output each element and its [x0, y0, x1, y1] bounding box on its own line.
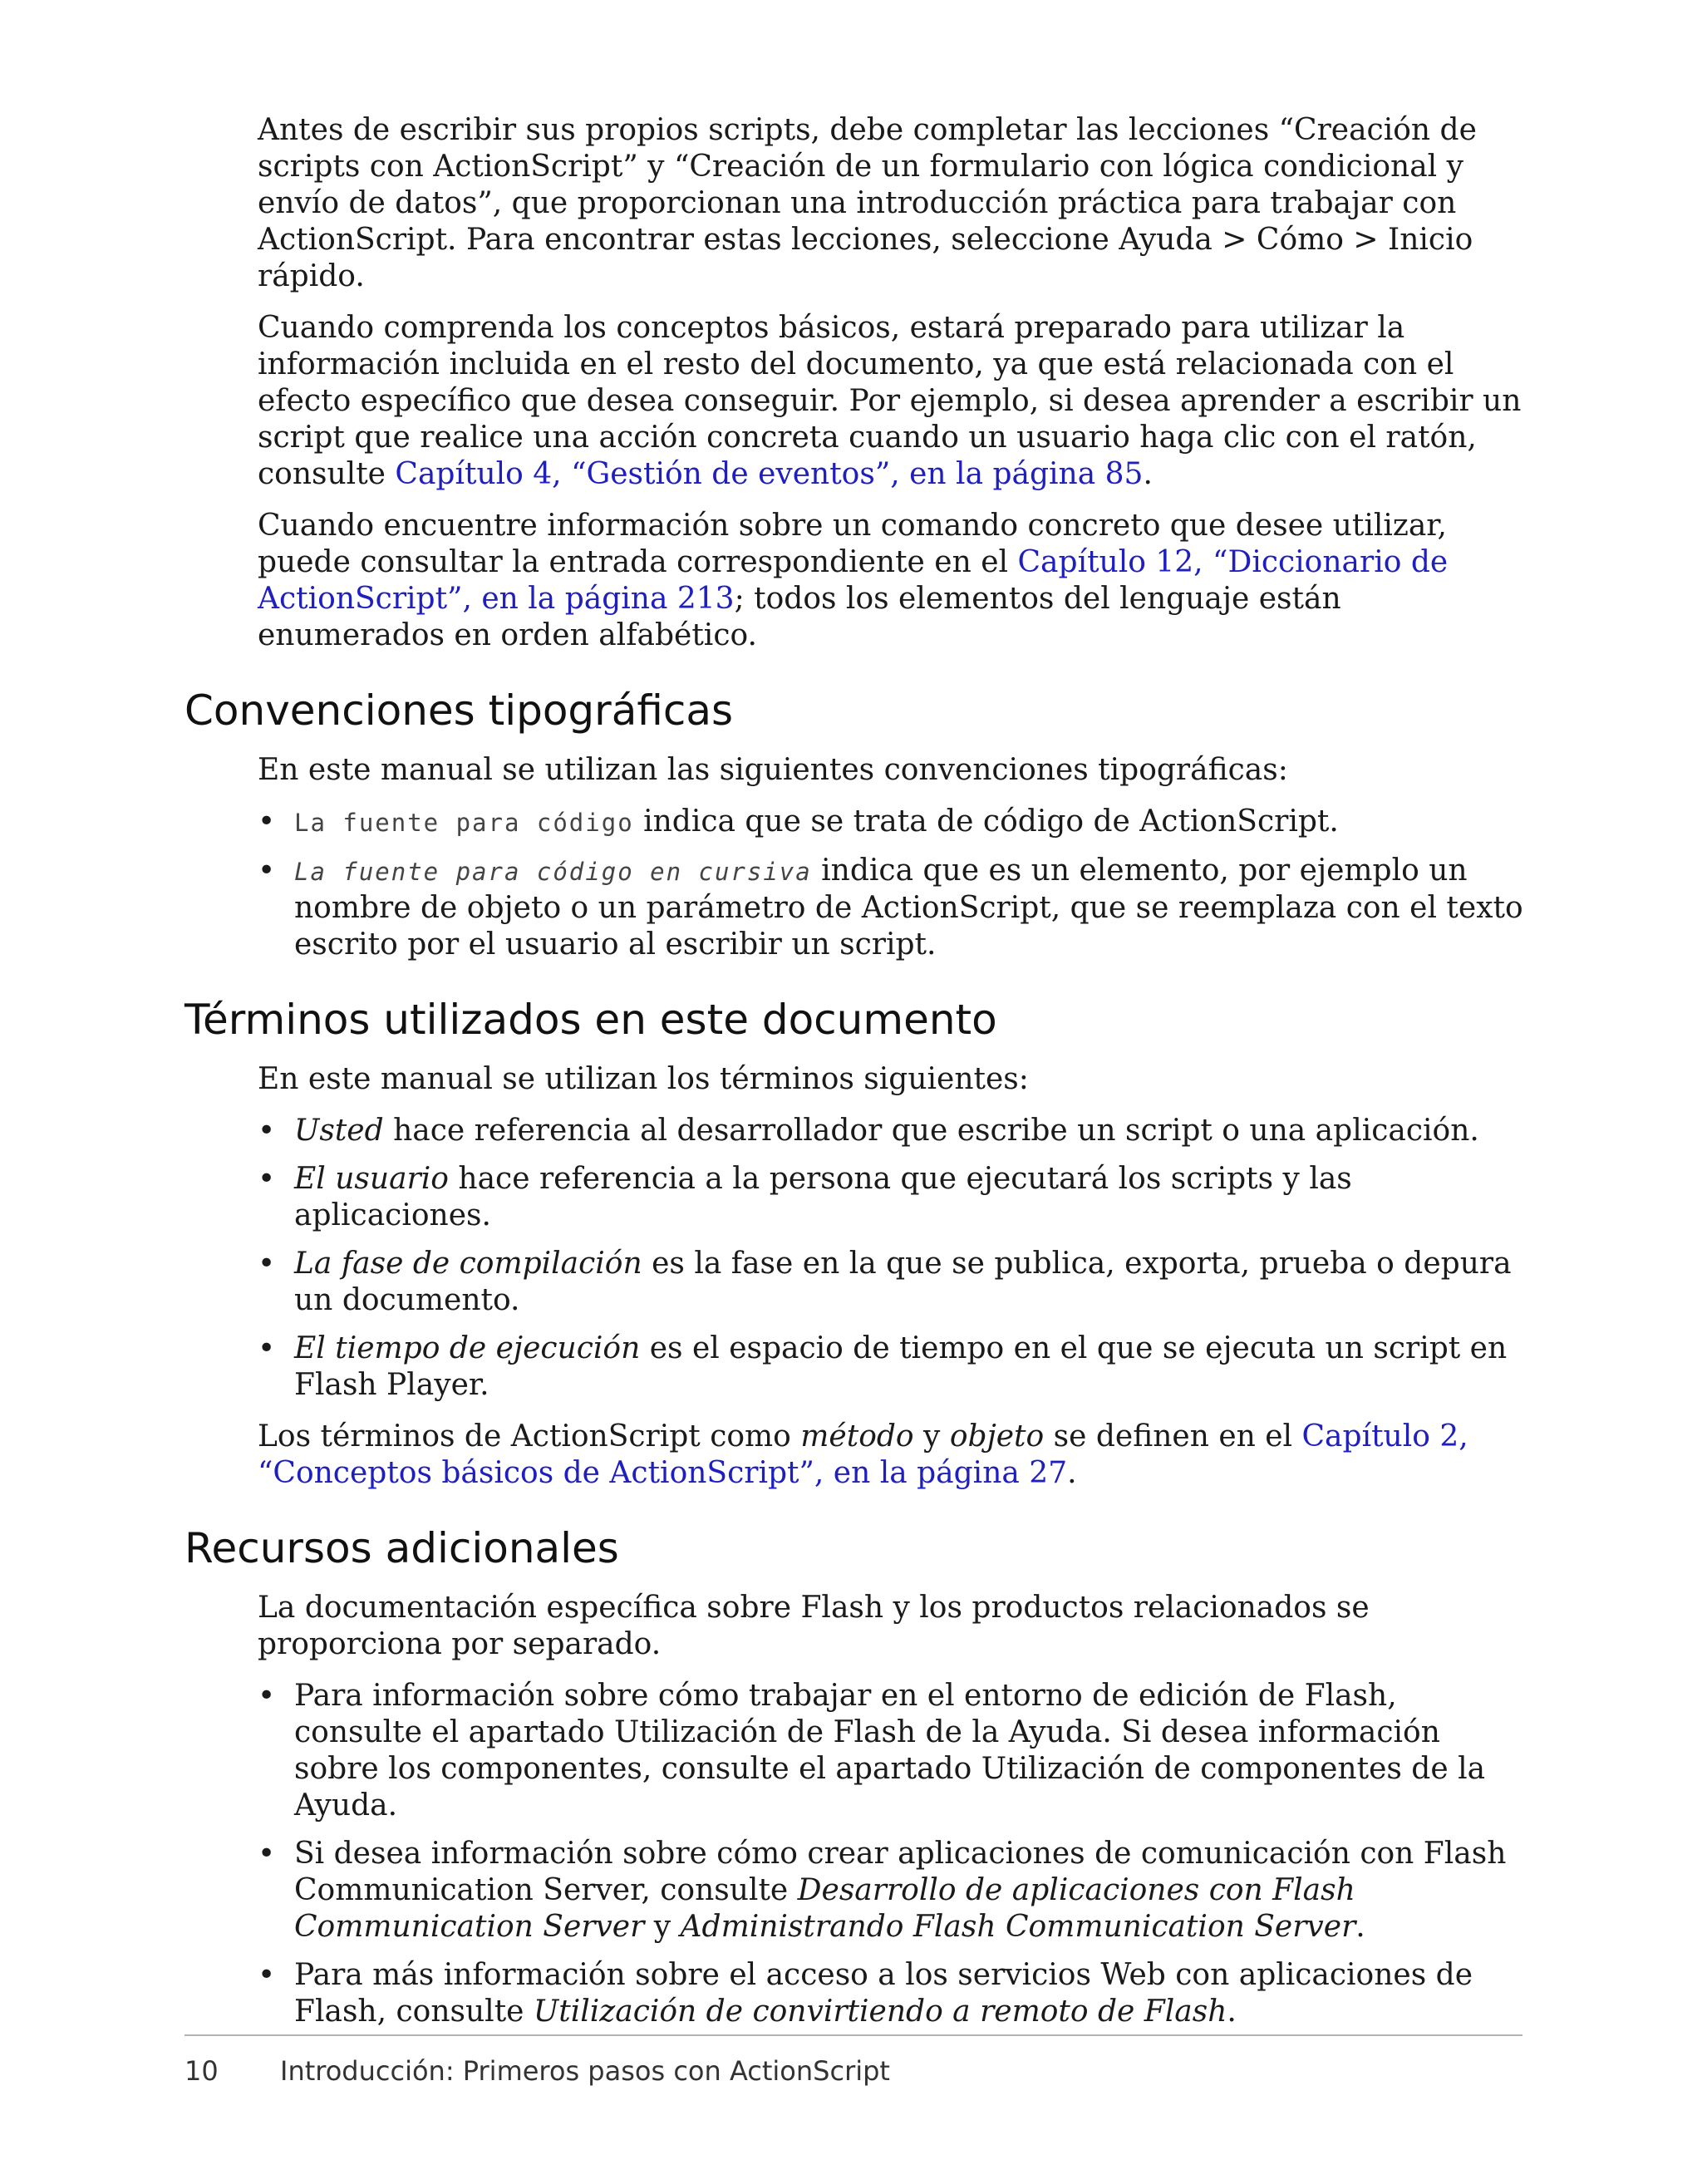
intro-paragraph-3-text: Cuando encuentre información sobre un comando concreto que desee utilizar, puede consultar la entrada correspondiente en el — [258, 509, 1447, 579]
list-item-text: Para más información sobre el acceso a los servicios Web con aplicaciones de Flash, consulte — [294, 1958, 1473, 2029]
resources-list — [258, 1678, 1529, 2030]
list-item — [258, 1161, 1529, 1234]
list-item-text: es la fase en la que se publica, exporta, prueba o depura un documento. — [294, 1247, 1512, 1317]
list-item — [258, 1113, 1529, 1149]
list-item-text: Si desea información sobre cómo crear aplicaciones de comunicación con Flash Communication Server, consulte — [294, 1837, 1507, 1907]
list-item-text: hace referencia a la persona que ejecutará los scripts y las aplicaciones. — [294, 1162, 1352, 1232]
book-title: Utilización de convirtiendo a remoto de Flash — [533, 1995, 1227, 2029]
intro-paragraph-1: Antes de escribir sus propios scripts, debe completar las lecciones “Creación de scripts con ActionScript” y “Creación de un formulario con lógica condicional y envío de datos”, que proporcionan una introducción práctica para trabajar con ActionScript. Para encontrar estas lecciones, seleccione Ayuda > Cómo > Inicio rápido. — [258, 113, 1477, 293]
page-number: 10 — [184, 2055, 219, 2087]
terms-lead: En este manual se utilizan los términos siguientes: — [258, 1062, 1029, 1096]
bullet-icon: • — [258, 1114, 276, 1148]
bullet-icon: • — [258, 1331, 276, 1365]
bullet-icon: • — [258, 804, 276, 839]
list-item — [258, 804, 1529, 841]
term-metodo: método — [800, 1419, 914, 1454]
list-item-end: . — [1355, 1910, 1365, 1944]
terms-closing-text: se definen en el — [1044, 1419, 1302, 1454]
link-chapter-2[interactable]: Capítulo 2, “Conceptos básicos de ActionScript”, en la página 27 — [258, 1419, 1468, 1490]
list-item-text: indica que es un elemento, por ejemplo un nombre de objeto o un parámetro de ActionScript, que se reemplaza con el texto escrito por el usuario al escribir un script. — [294, 853, 1523, 962]
heading-resources: Recursos adicionales — [184, 1524, 619, 1572]
list-item-text: Para información sobre cómo trabajar en el entorno de edición de Flash, consulte el apartado Utilización de Flash de la Ayuda. Si desea información sobre los componentes, consulte el apartado Utilización de componentes de la Ayuda. — [294, 1679, 1486, 1822]
conventions-list — [258, 804, 1529, 963]
list-item — [258, 1957, 1529, 2030]
list-item-text: y — [644, 1910, 681, 1944]
list-item — [258, 1246, 1529, 1319]
terms-closing — [258, 1419, 1529, 1492]
bullet-icon: • — [258, 1958, 276, 1992]
code-font-sample: La fuente para código — [294, 809, 634, 837]
footer-divider — [184, 2034, 1522, 2036]
term: El tiempo de ejecución — [294, 1331, 641, 1365]
book-title: Desarrollo de aplicaciones con Flash Communication Server — [294, 1873, 1355, 1944]
term: Usted — [294, 1114, 384, 1148]
list-item-end: . — [1227, 1995, 1237, 2029]
term: La fase de compilación — [294, 1247, 642, 1281]
list-item — [258, 1678, 1529, 1824]
intro-paragraph-2-end: . — [1143, 457, 1153, 491]
bullet-icon: • — [258, 1837, 276, 1871]
terms-closing-end: . — [1067, 1456, 1077, 1490]
resources-lead: La documentación específica sobre Flash y los productos relacionados se proporciona por separado. — [258, 1591, 1370, 1661]
intro-paragraph-3 — [258, 508, 1529, 654]
intro-paragraph-2-text: Cuando comprenda los conceptos básicos, estará preparado para utilizar la información incluida en el resto del documento, ya que está relacionada con el efecto específico que desea conseguir. Por ejemplo, si desea aprender a escribir un script que realice una acción concreta cuando un usuario haga clic con el ratón, consulte — [258, 311, 1522, 491]
terms-closing-text: y — [913, 1419, 950, 1454]
code-italic-font-sample: La fuente para código en cursiva — [294, 858, 812, 886]
list-item-text: hace referencia al desarrollador que escribe un script o una aplicación. — [383, 1114, 1479, 1148]
page-content — [184, 112, 1529, 2045]
bullet-icon: • — [258, 853, 276, 888]
intro-paragraph-3-end: ; todos los elementos del lenguaje están enumerados en orden alfabético. — [258, 582, 1341, 652]
page-footer — [184, 2054, 890, 2088]
heading-terms: Términos utilizados en este documento — [184, 996, 997, 1044]
term-objeto: objeto — [949, 1419, 1045, 1454]
link-chapter-4[interactable]: Capítulo 4, “Gestión de eventos”, en la página 85 — [395, 457, 1144, 491]
list-item — [258, 1331, 1529, 1404]
list-item — [258, 853, 1529, 963]
bullet-icon: • — [258, 1162, 276, 1196]
link-chapter-12[interactable]: Capítulo 12, “Diccionario de ActionScript”, en la página 213 — [258, 545, 1449, 616]
terms-list — [258, 1113, 1529, 1404]
bullet-icon: • — [258, 1679, 276, 1713]
heading-conventions: Convenciones tipográficas — [184, 686, 734, 735]
list-item — [258, 1836, 1529, 1945]
list-item-text: es el espacio de tiempo en el que se ejecuta un script en Flash Player. — [294, 1331, 1508, 1402]
terms-closing-text: Los términos de ActionScript como — [258, 1419, 801, 1454]
conventions-lead: En este manual se utilizan las siguientes convenciones tipográficas: — [258, 753, 1288, 787]
running-footer-title: Introducción: Primeros pasos con ActionScript — [280, 2055, 890, 2087]
book-title: Administrando Flash Communication Server — [680, 1910, 1356, 1944]
list-item-text: indica que se trata de código de ActionScript. — [633, 804, 1339, 839]
bullet-icon: • — [258, 1247, 276, 1281]
intro-paragraph-2 — [258, 310, 1529, 493]
term: El usuario — [294, 1162, 449, 1196]
